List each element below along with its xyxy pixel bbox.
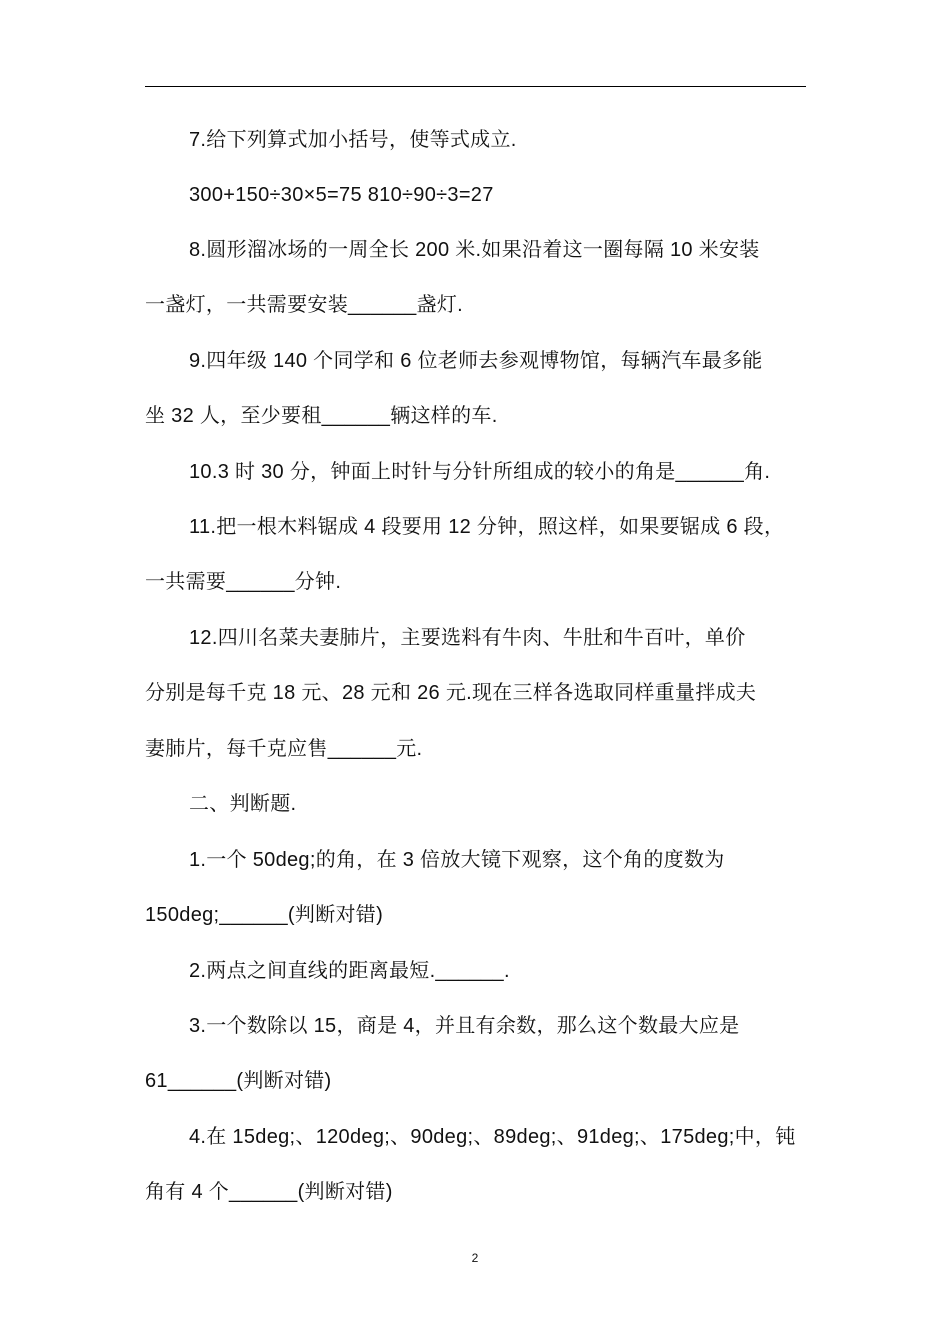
question-9-line-2: 坐 32 人，至少要租______辆这样的车.	[145, 405, 498, 427]
question-12-line-1: 12.四川名菜夫妻肺片，主要选料有牛肉、牛肚和牛百叶，单价	[189, 627, 746, 649]
question-12-line-2: 分别是每千克 18 元、28 元和 26 元.现在三样各选取同样重量拌成夫	[145, 682, 757, 704]
judgement-2-text: 2.两点之间直线的距离最短.______.	[189, 960, 510, 982]
judgement-4-line-2: 角有 4 个______(判断对错)	[145, 1181, 393, 1203]
question-8-line-1: 8.圆形溜冰场的一周全长 200 米.如果沿着这一圈每隔 10 米安装	[189, 239, 760, 261]
question-10-text: 10.3 时 30 分，钟面上时针与分针所组成的较小的角是______角.	[189, 461, 771, 483]
judgement-3-line-2: 61______(判断对错)	[145, 1070, 332, 1092]
question-11-line-1: 11.把一根木料锯成 4 段要用 12 分钟，照这样，如果要锯成 6 段，	[189, 516, 785, 538]
question-7-text: 7.给下列算式加小括号，使等式成立.	[189, 129, 517, 151]
question-11-line-2: 一共需要______分钟.	[145, 571, 342, 593]
section-heading-judgement: 二、判断题.	[189, 793, 297, 815]
page-number: 2	[471, 1251, 479, 1265]
judgement-1-line-1: 1.一个 50deg;的角，在 3 倍放大镜下观察，这个角的度数为	[189, 849, 725, 871]
judgement-3-line-1: 3.一个数除以 15，商是 4，并且有余数，那么这个数最大应是	[189, 1015, 740, 1037]
header-rule	[145, 86, 806, 87]
question-8-line-2: 一盏灯，一共需要安装______盏灯.	[145, 294, 463, 316]
question-12-line-3: 妻肺片，每千克应售______元.	[145, 738, 423, 760]
judgement-1-line-2: 150deg;______(判断对错)	[145, 904, 384, 926]
question-7-equations: 300+150÷30×5=75 810÷90÷3=27	[189, 184, 494, 206]
question-9-line-1: 9.四年级 140 个同学和 6 位老师去参观博物馆，每辆汽车最多能	[189, 350, 763, 372]
judgement-4-line-1: 4.在 15deg;、120deg;、90deg;、89deg;、91deg;、175deg;中，钝	[189, 1126, 796, 1148]
